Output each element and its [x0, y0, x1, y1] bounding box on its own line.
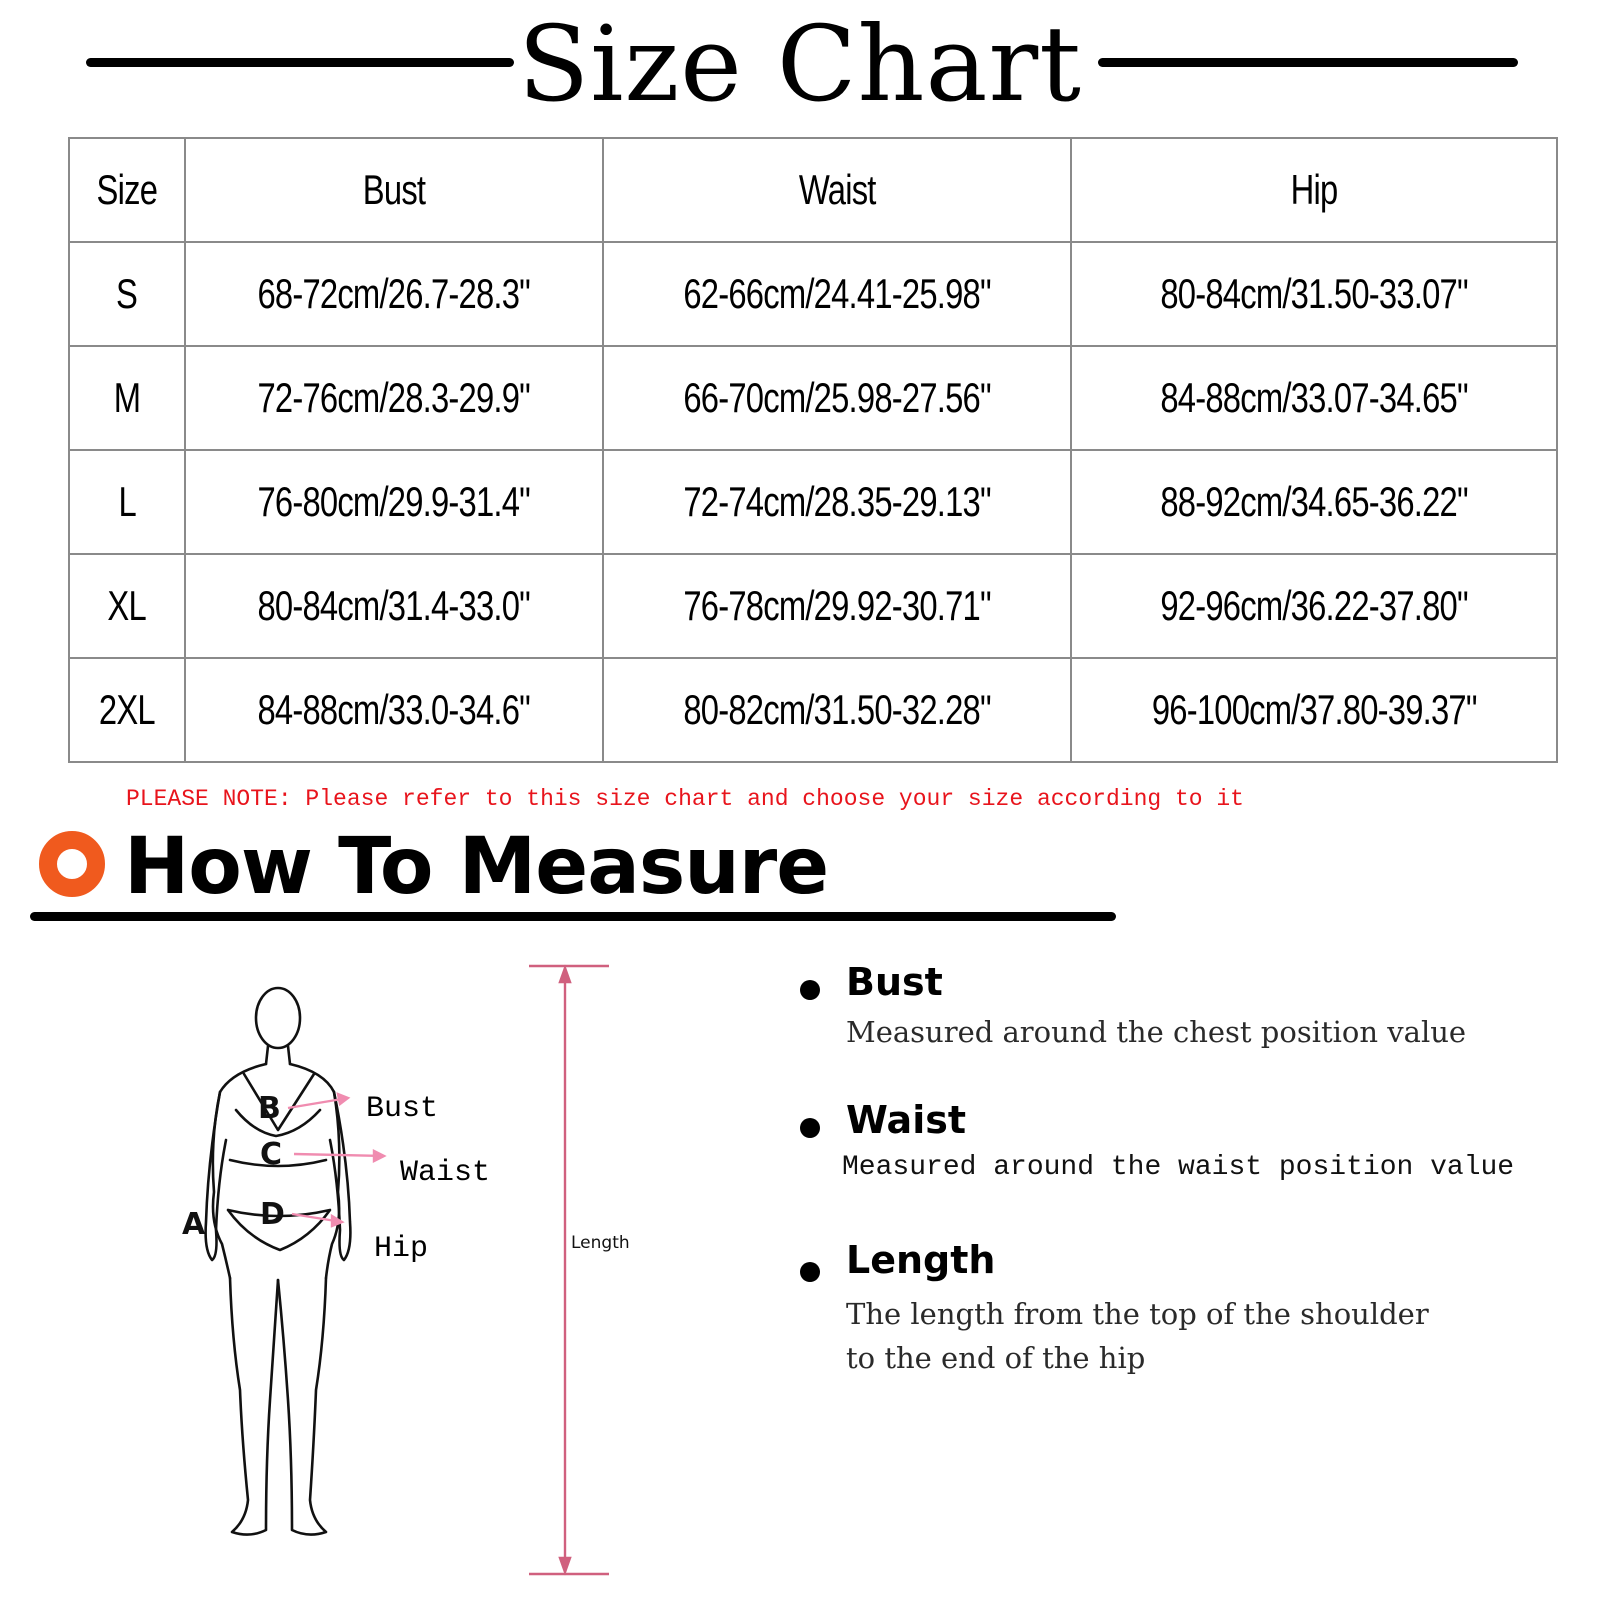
length-ruler: [525, 960, 645, 1580]
table-row: [69, 658, 1557, 762]
figure-label-bust: Bust: [366, 1092, 439, 1126]
table-row: [69, 242, 1557, 346]
cell-size: L: [69, 450, 185, 554]
header-bust: Bust: [185, 138, 603, 242]
definition-title: Bust: [846, 960, 943, 1004]
table-header-row: [69, 138, 1557, 242]
definition-waist: [800, 1098, 1580, 1198]
cell-size: S: [69, 242, 185, 346]
size-table: [68, 137, 1558, 763]
size-note: PLEASE NOTE: Please refer to this size chart and choose your size according to it: [126, 786, 1244, 812]
cell-bust: 84-88cm/33.0-34.6": [185, 658, 603, 762]
cell-size: 2XL: [69, 658, 185, 762]
page-title: Size Chart: [518, 3, 1082, 125]
definition-title: Length: [846, 1238, 996, 1282]
figure-label-waist: Waist: [400, 1156, 491, 1190]
definition-length: [800, 1238, 1580, 1388]
length-label: Length: [571, 1233, 630, 1253]
cell-bust: 68-72cm/26.7-28.3": [185, 242, 603, 346]
cell-size: XL: [69, 554, 185, 658]
cell-waist: 80-82cm/31.50-32.28": [603, 658, 1071, 762]
cell-waist: 76-78cm/29.92-30.71": [603, 554, 1071, 658]
definition-text: The length from the top of the shoulder to the end of the hip: [846, 1297, 1429, 1375]
label-d: D: [260, 1197, 285, 1232]
header-waist: Waist: [603, 138, 1071, 242]
cell-bust: 76-80cm/29.9-31.4": [185, 450, 603, 554]
table-row: [69, 346, 1557, 450]
header-size: Size: [69, 138, 185, 242]
cell-hip: 84-88cm/33.07-34.65": [1071, 346, 1557, 450]
definition-text: Measured around the waist position value: [842, 1152, 1515, 1183]
bullet-icon: [800, 1118, 820, 1138]
measure-title: How To Measure: [124, 822, 829, 912]
header-hip: Hip: [1071, 138, 1557, 242]
cell-bust: 72-76cm/28.3-29.9": [185, 346, 603, 450]
definition-title: Waist: [846, 1098, 967, 1142]
cell-waist: 72-74cm/28.35-29.13": [603, 450, 1071, 554]
cell-hip: 96-100cm/37.80-39.37": [1071, 658, 1557, 762]
cell-hip: 88-92cm/34.65-36.22": [1071, 450, 1557, 554]
definition-bust: [800, 960, 1580, 1060]
cell-waist: 66-70cm/25.98-27.56": [603, 346, 1071, 450]
figure-label-hip: Hip: [374, 1232, 429, 1266]
table-row: [69, 554, 1557, 658]
table-row: [69, 450, 1557, 554]
measure-rule: [30, 912, 1116, 921]
cell-hip: 92-96cm/36.22-37.80": [1071, 554, 1557, 658]
bullet-icon: [800, 980, 820, 1000]
body-figure: [170, 960, 550, 1580]
label-a: A: [182, 1207, 206, 1242]
definition-text: Measured around the chest position value: [846, 1015, 1467, 1049]
cell-size: M: [69, 346, 185, 450]
bullet-icon: [800, 1262, 820, 1282]
label-c: C: [260, 1137, 283, 1172]
ring-icon: [38, 830, 106, 898]
cell-hip: 80-84cm/31.50-33.07": [1071, 242, 1557, 346]
cell-bust: 80-84cm/31.4-33.0": [185, 554, 603, 658]
label-b: B: [258, 1091, 281, 1126]
cell-waist: 62-66cm/24.41-25.98": [603, 242, 1071, 346]
